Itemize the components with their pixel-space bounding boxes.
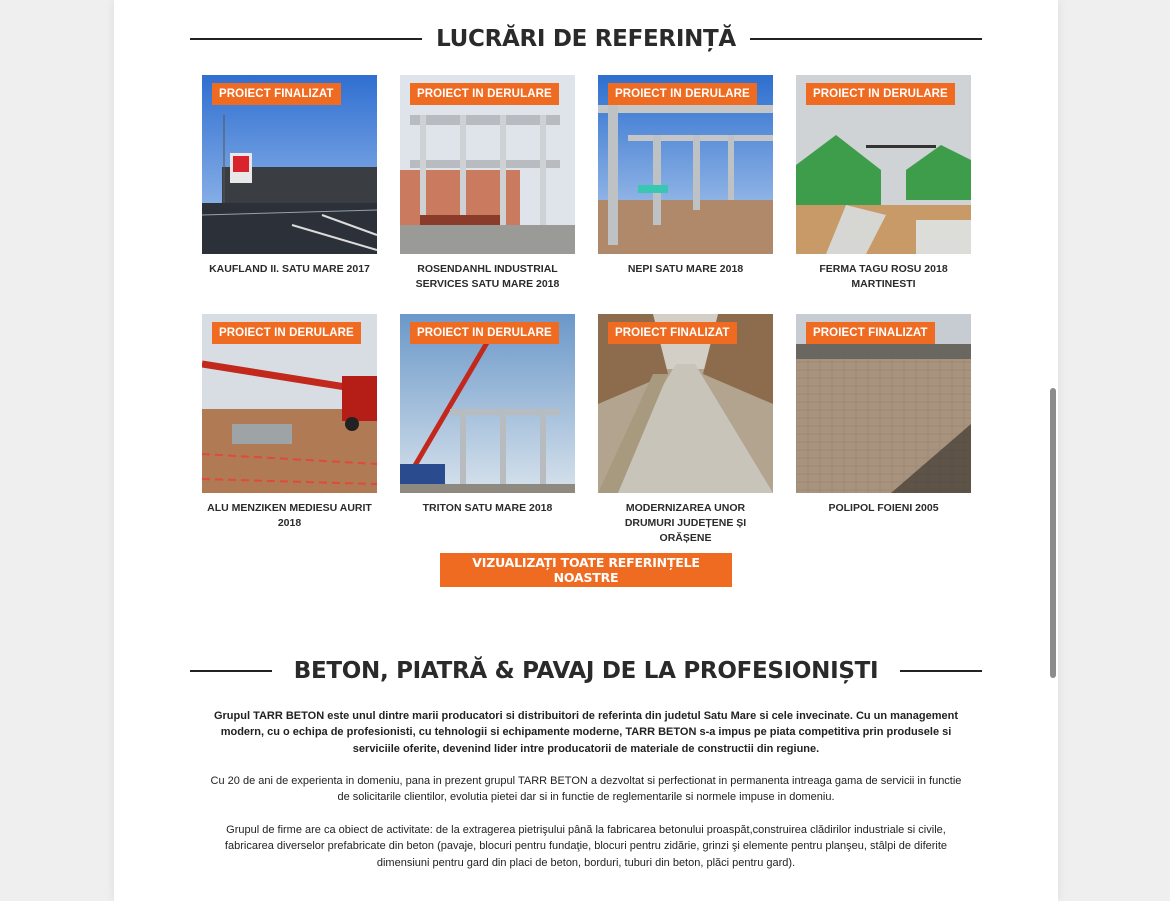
project-card-ferma-tagu-rosu[interactable] <box>796 75 971 292</box>
project-status-badge: PROIECT IN DERULARE <box>806 83 955 105</box>
project-status-badge: PROIECT IN DERULARE <box>212 322 361 344</box>
references-heading <box>190 19 982 59</box>
project-photo[interactable] <box>400 75 575 254</box>
heading-rule-left <box>190 670 272 672</box>
project-photo[interactable] <box>400 314 575 493</box>
project-name[interactable]: ALU MENZIKEN MEDIESU AURIT 2018 <box>207 502 372 529</box>
project-name[interactable]: KAUFLAND II. SATU MARE 2017 <box>209 263 370 275</box>
project-photo[interactable] <box>796 314 971 493</box>
project-photo[interactable] <box>796 75 971 254</box>
project-card-kaufland[interactable] <box>202 75 377 277</box>
view-all-references-button[interactable]: VIZUALIZAȚI TOATE REFERINȚELE NOASTRE <box>440 553 732 587</box>
project-status-badge: PROIECT IN DERULARE <box>608 83 757 105</box>
project-card-triton[interactable] <box>400 314 575 516</box>
project-name[interactable]: POLIPOL FOIENI 2005 <box>828 502 939 514</box>
project-card-polipol[interactable] <box>796 314 971 516</box>
project-card-drumuri[interactable] <box>598 314 773 546</box>
page-content <box>114 0 1058 901</box>
project-status-badge: PROIECT IN DERULARE <box>410 83 559 105</box>
project-name[interactable]: MODERNIZAREA UNOR DRUMURI JUDEȚENE ȘI ORĂȘENE <box>624 502 747 544</box>
about-heading <box>190 651 982 691</box>
heading-rule-left <box>190 38 422 40</box>
about-paragraph-experience: Cu 20 de ani de experienta in domeniu, pana in prezent grupul TARR BETON a dezvoltat si perfectionat in permanenta intreaga gama de servicii in functie de solicitarile clientilor, evolutia pietei dar si in functie de reglementarile si normele impuse in domeniu. <box>210 775 962 804</box>
project-photo[interactable] <box>598 75 773 254</box>
project-card-alu-menziken[interactable] <box>202 314 377 531</box>
project-card-nepi[interactable] <box>598 75 773 277</box>
project-name[interactable]: TRITON SATU MARE 2018 <box>422 502 553 514</box>
project-photo[interactable] <box>202 314 377 493</box>
about-paragraph-activities: Grupul de firme are ca obiect de activitate: de la extragerea pietrişului până la fabricarea betonului proaspăt,construirea clădirilor industriale si civile, fabricarea diverselor prefabricate din beton (pavaje, blocuri pentru fundaţie, blocuri pentru zidărie, grinzi şi elemente pentru planşeu, stâlpi de diferite dimensiuni pentru gard din placi de beton, borduri, tuburi din beton, plăci pentru gard). <box>224 824 948 869</box>
project-status-badge: PROIECT FINALIZAT <box>806 322 935 344</box>
about-title: BETON, PIATRĂ & PAVAJ DE LA PROFESIONIȘTI <box>293 658 879 684</box>
project-name[interactable]: ROSENDANHL INDUSTRIAL SERVICES SATU MARE 2018 <box>415 263 560 290</box>
project-photo[interactable] <box>202 75 377 254</box>
project-name[interactable]: FERMA TAGU ROSU 2018 MARTINESTI <box>819 263 948 290</box>
references-title: LUCRĂRI DE REFERINȚĂ <box>436 26 736 52</box>
project-status-badge: PROIECT FINALIZAT <box>608 322 737 344</box>
project-photo[interactable] <box>598 314 773 493</box>
heading-rule-right <box>900 670 982 672</box>
project-name[interactable]: NEPI SATU MARE 2018 <box>627 263 744 275</box>
project-card-rosendahl[interactable] <box>400 75 575 292</box>
about-paragraph-intro: Grupul TARR BETON este unul dintre marii producatori si distribuitori de referinta din judetul Satu Mare si cele invecinate. Cu un management modern, cu o echipa de profesionisti, cu tehnologii si echipamente moderne, TARR BETON s-a impus pe piata competitiva prin produsele si serviciile oferite, devenind lider intre producatorii de materiale de constructii din regiune. <box>213 710 959 755</box>
project-status-badge: PROIECT FINALIZAT <box>212 83 341 105</box>
scrollbar-thumb[interactable] <box>1050 388 1056 678</box>
heading-rule-right <box>750 38 982 40</box>
project-status-badge: PROIECT IN DERULARE <box>410 322 559 344</box>
